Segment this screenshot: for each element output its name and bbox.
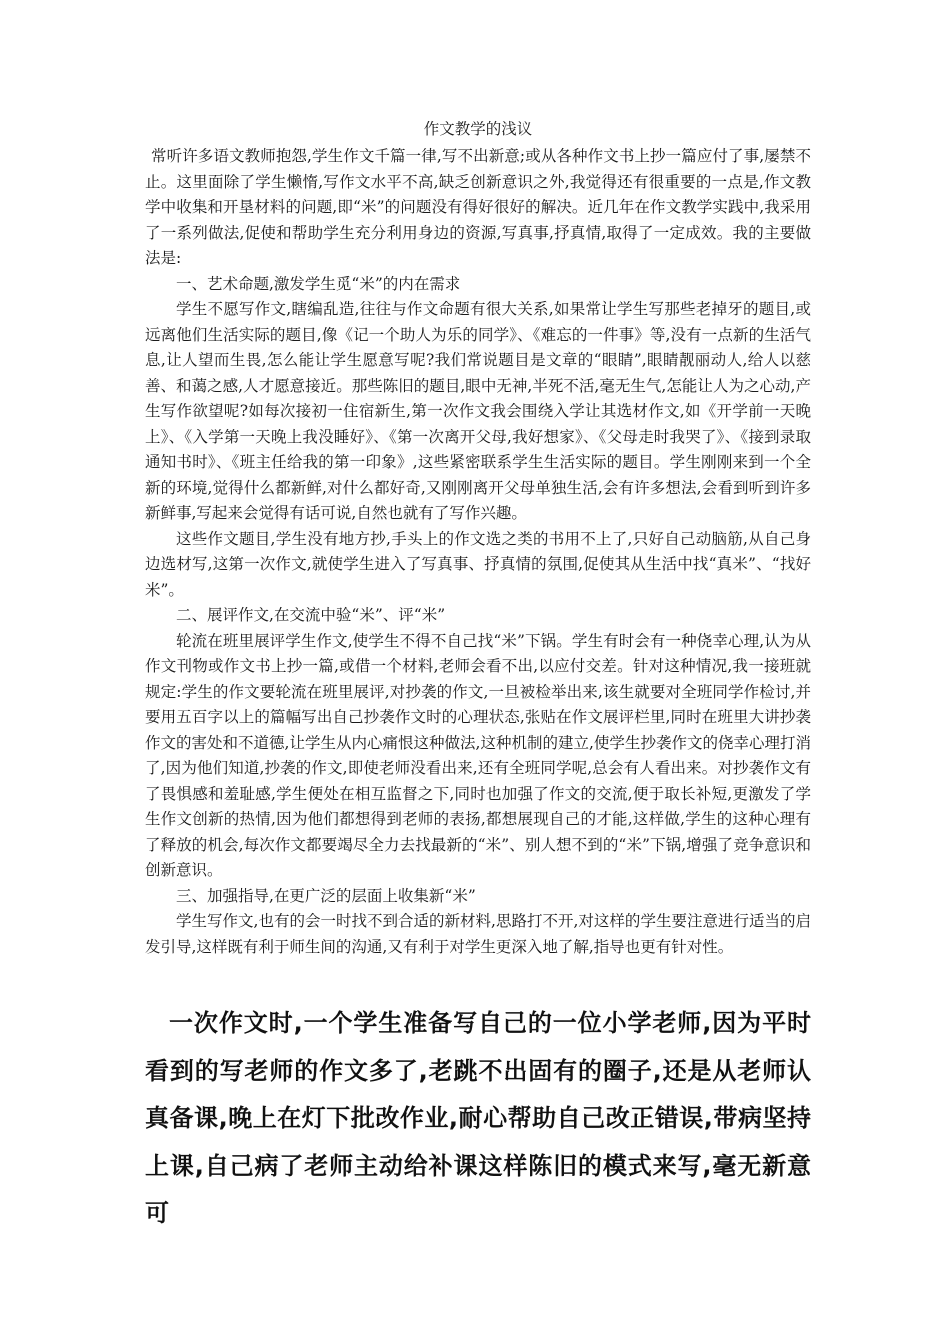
document-title: 作文教学的浅议 [423,120,533,138]
section-1-paragraph-2: 这些作文题目,学生没有地方抄,手头上的作文选之类的书用不上了,只好自己动脑筋,从自己身边选材写,这第一次作文,就使学生进入了写真事、抒真情的氛围,促使其从生活中找“真米”、“找好米”。 [145,529,811,599]
large-bold-paragraph: 一次作文时,一个学生准备写自己的一位小学老师,因为平时看到的写老师的作文多了,老跳不出固有的圈子,还是从老师认真备课,晚上在灯下批改作业,耐心帮助自己改正错误,带病坚持上课,自己病了老师主动给补课这样陈旧的模式来写,毫无新意可 [145,1009,811,1227]
intro-paragraph: 常听许多语文教师抱怨,学生作文千篇一律,写不出新意;或从各种作文书上抄一篇应付了事,屡禁不止。这里面除了学生懒惰,写作文水平不高,缺乏创新意识之外,我觉得还有很重要的一点是,作文教学中收集和开垦材料的问题,即“米”的问题没有得好很好的解决。近几年在作文教学实践中,我采用了一系列做法,促使和帮助学生充分利用身边的资源,写真事,抒真情,取得了一定成效。我的主要做法是: [145,147,811,267]
section-heading-1: 一、艺术命题,激发学生觅“米”的内在需求 [176,274,461,293]
section-3-paragraph: 学生写作文,也有的会一时找不到合适的新材料,思路打不开,对这样的学生要注意进行适当的启发引导,这样既有利于师生间的沟通,又有利于对学生更深入地了解,指导也更有针对性。 [145,912,811,956]
section-1-paragraph-1: 学生不愿写作文,瞎编乱造,往往与作文命题有很大关系,如果常让学生写那些老掉牙的题目,或远离他们生活实际的题目,像《记一个助人为乐的同学》、《难忘的一件事》等,没有一点新的生活气息,让人望而生畏,怎么能让学生愿意写呢?我们常说题目是文章的“眼睛”,眼睛靓丽动人,给人以慈善、和蔼之感,人才愿意接近。那些陈旧的题目,眼中无神,半死不活,毫无生气,怎能让人为之心动,产生写作欲望呢?如每次接初一住宿新生,第一次作文我会围绕入学让其选材作文,如《开学前一天晚上》、《入学第一天晚上我没睡好》、《第一次离开父母,我好想家》、《父母走时我哭了》、《接到录取通知书时》、《班主任给我的第一印象》,这些紧密联系学生生活实际的题目。学生刚刚来到一个全新的环境,觉得什么都新鲜,对什么都好奇,又刚刚离开父母单独生活,会有许多想法,会看到听到许多新鲜事,写起来会觉得有话可说,自然也就有了写作兴趣。 [145,300,811,522]
section-2-paragraph: 轮流在班里展评学生作文,使学生不得不自己找“米”下锅。学生有时会有一种侥幸心理,认为从作文刊物或作文书上抄一篇,或借一个材料,老师会看不出,以应付交差。针对这种情况,我一接班就规定:学生的作文要轮流在班里展评,对抄袭的作文,一旦被检举出来,该生就要对全班同学作检讨,并要用五百字以上的篇幅写出自己抄袭作文时的心理状态,张贴在作文展评栏里,同时在班里大讲抄袭作文的害处和不道德,让学生从内心痛恨这种做法,这种机制的建立,使学生抄袭作文的侥幸心理打消了,因为他们知道,抄袭的作文,即使老师没看出来,还有全班同学呢,总会有人看出来。对抄袭作文有了畏惧感和羞耻感,学生便处在相互监督之下,同时也加强了作文的交流,便于取长补短,更激发了学生作文创新的热情,因为他们都想得到老师的表扬,都想展现自己的才能,这样做,学生的这种心理有了释放的机会,每次作文都要竭尽全力去找最新的“米”、别人想不到的“米”下锅,增强了竞争意识和创新意识。 [145,631,811,879]
document-body [145,118,811,960]
section-heading-3: 三、加强指导,在更广泛的层面上收集新“米” [176,886,476,905]
section-heading-2: 二、展评作文,在交流中验“米”、评“米” [176,606,446,624]
